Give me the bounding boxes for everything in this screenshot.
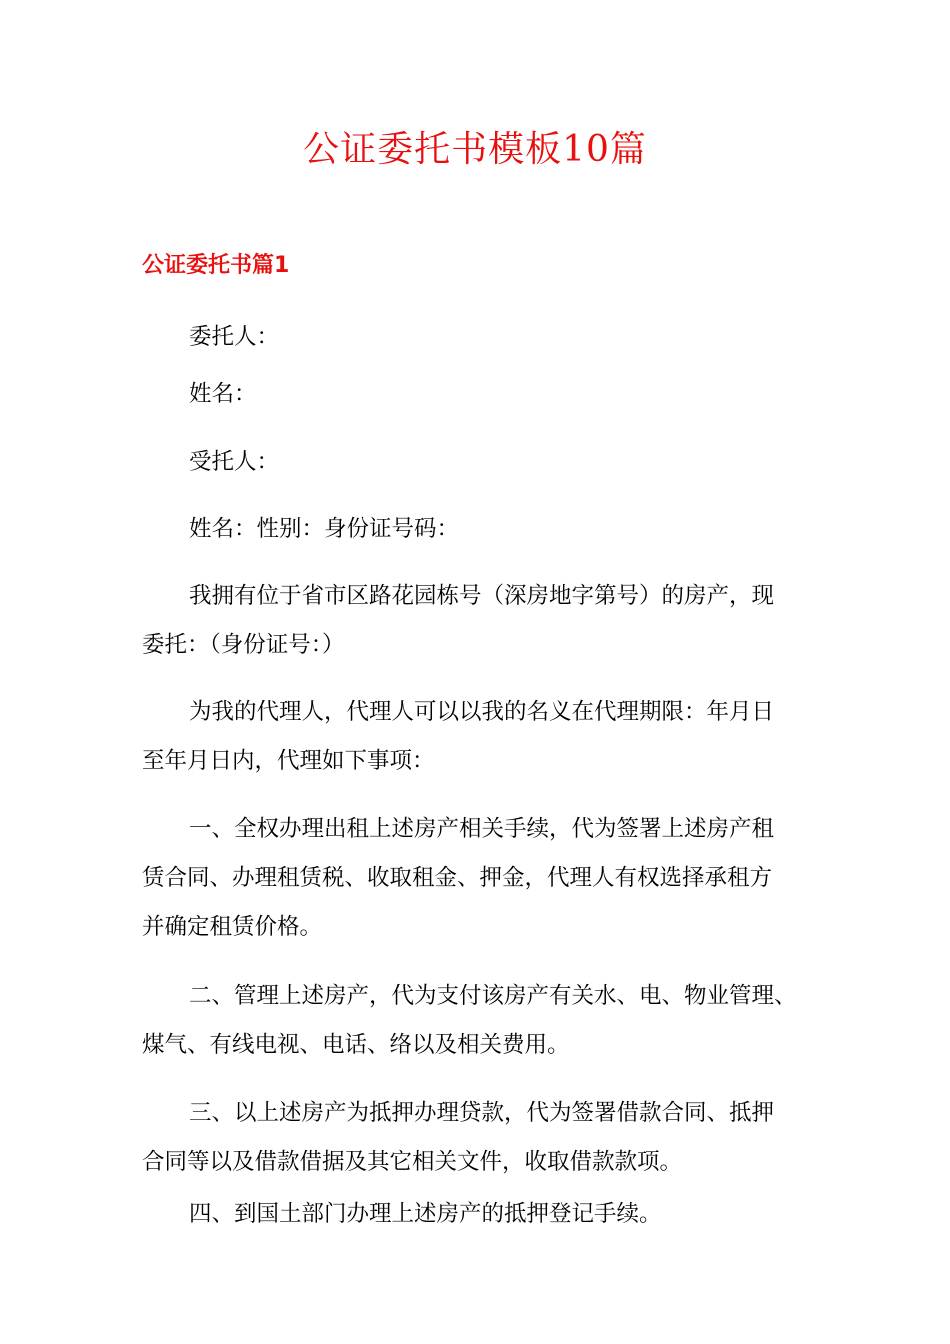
paragraph-line: 姓名： [189,381,257,407]
paragraph-item-3 [142,1089,812,1187]
paragraph-line: 受托人： [189,449,280,475]
paragraph-line: 一、全权办理出租上述房产相关手续，代为签署上述房产租 [189,816,775,842]
paragraph-line: 并确定租赁价格。 [142,914,323,940]
paragraph-line: 赁合同、办理租赁税、收取租金、押金，代理人有权选择承租方 [142,865,773,891]
paragraph-line: 委托：（身份证号：） [142,632,345,658]
paragraph-agent-label [142,438,812,487]
paragraph-line: 姓名：性别：身份证号码： [189,516,460,542]
paragraph-line: 我拥有位于省市区路花园栋号（深房地字第号）的房产，现 [189,583,775,609]
paragraph-agency-period [142,688,812,786]
paragraph-agent-details [142,505,812,554]
section-heading: 公证委托书篇1 [142,253,290,278]
paragraph-line: 合同等以及借款借据及其它相关文件，收取借款款项。 [142,1149,683,1175]
paragraph-item-4 [142,1190,812,1239]
paragraph-name-label [142,370,812,419]
paragraph-line: 二、管理上述房产，代为支付该房产有关水、电、物业管理、 [189,983,797,1009]
paragraph-item-2 [142,972,812,1070]
paragraph-line: 为我的代理人，代理人可以以我的名义在代理期限：年月日 [189,699,775,725]
paragraph-property-statement [142,572,812,670]
paragraph-item-1 [142,805,812,952]
paragraph-line: 委托人： [189,324,280,350]
paragraph-line: 四、到国土部门办理上述房产的抵押登记手续。 [189,1201,662,1227]
paragraph-principal-label [142,313,812,362]
document-title: 公证委托书模板10篇 [303,129,647,170]
paragraph-line: 三、以上述房产为抵押办理贷款，代为签署借款合同、抵押 [189,1100,775,1126]
paragraph-line: 至年月日内，代理如下事项： [142,748,435,774]
paragraph-line: 煤气、有线电视、电话、络以及相关费用。 [142,1032,570,1058]
